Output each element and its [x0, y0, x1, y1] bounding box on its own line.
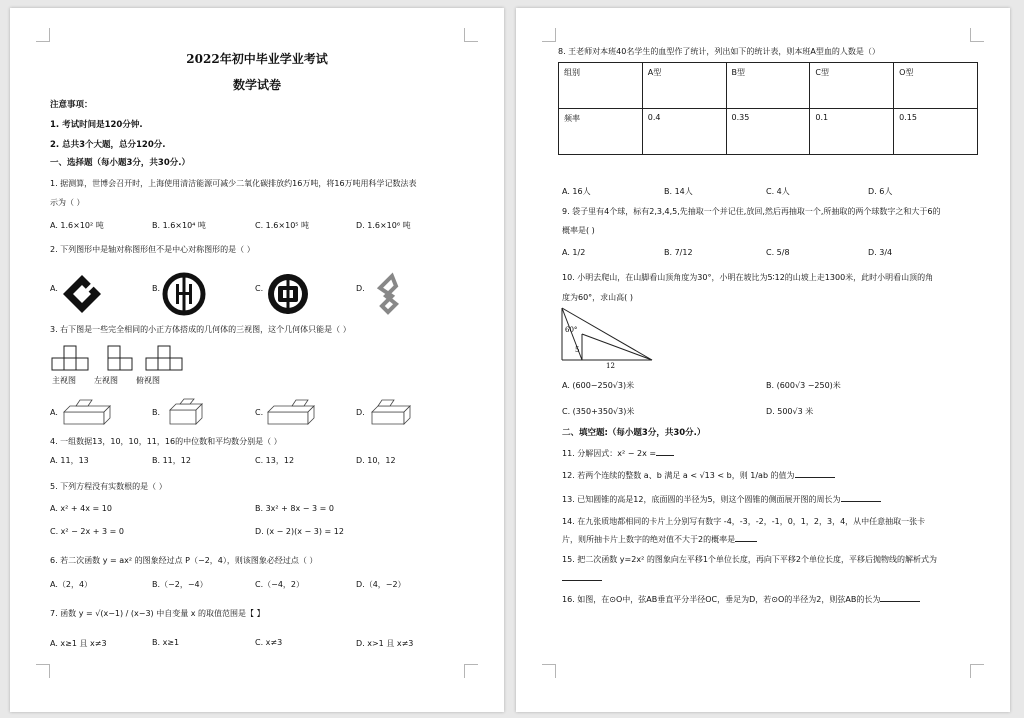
q1-option-d: D. 1.6×10⁶ 吨	[356, 221, 411, 230]
q8-option-b: B. 14人	[664, 187, 693, 196]
base-label: 12	[606, 362, 615, 370]
q3-option-d: D.	[356, 408, 365, 417]
exam-page-right	[516, 8, 1010, 712]
table-cell: 0.35	[726, 109, 810, 155]
crop-mark	[970, 664, 984, 678]
crop-mark	[36, 28, 50, 42]
section-1-heading: 一、选择题（每小题3分，共30分.）	[50, 158, 190, 168]
question-4: 4. 一组数据13，10，10，11，16的中位数和平均数分别是（ ）	[50, 437, 282, 446]
q5-option-c: C. x² − 2x + 3 = 0	[50, 527, 124, 536]
q6-option-d: D.（4，−2）	[356, 580, 406, 589]
question-7: 7. 函数 y = √(x−1) / (x−3) 中自变量 x 的取值范围是【 】	[50, 609, 265, 618]
table-cell: 0.15	[894, 109, 978, 155]
q10-option-d: D. 500√3 米	[766, 407, 814, 416]
q2-option-d: D.	[356, 284, 365, 293]
q9-option-a: A. 1/2	[562, 248, 586, 257]
question-12-text: 12. 若两个连续的整数 a、b 满足 a < √13 < b，则 1/ab 的值为	[562, 471, 795, 480]
mountain-slope-figure	[560, 304, 656, 370]
question-2: 2. 下列图形中是轴对称图形但不是中心对称图形的是（ ）	[50, 245, 255, 254]
question-13-text: 13. 已知圆锥的高是12，底面圆的半径为5，则这个圆锥的侧面展开图的周长为	[562, 495, 841, 504]
exam-subtitle: 数学试卷	[232, 78, 281, 92]
crop-mark	[970, 28, 984, 42]
front-view-label: 主视图	[52, 376, 76, 385]
table-cell: A型	[642, 63, 726, 109]
q2-option-c: C.	[255, 284, 264, 293]
q6-option-a: A.（2，4）	[50, 580, 93, 589]
question-11	[562, 448, 990, 459]
question-14-cont-text: 片，则所抽卡片上数字的绝对值不大于2的概率是	[562, 535, 736, 544]
answer-blank	[735, 541, 757, 542]
q3-option-b: B.	[152, 408, 161, 417]
q8-option-a: A. 16人	[562, 187, 591, 196]
q4-option-b: B. 11，12	[152, 456, 191, 465]
answer-blank	[841, 501, 881, 502]
cube-solid-d	[368, 398, 418, 426]
table-cell: 0.4	[642, 109, 726, 155]
question-1: 1. 据测算，世博会召开时，上海使用清洁能源可减少二氧化碳排放约16万吨，将16万吨用科学记数法表	[50, 179, 417, 188]
crop-mark	[542, 664, 556, 678]
question-12	[562, 470, 990, 481]
notes-heading: 注意事项：	[50, 100, 93, 110]
blood-type-table	[558, 62, 978, 155]
q9-option-c: C. 5/8	[766, 248, 790, 257]
table-cell: O型	[894, 63, 978, 109]
question-8: 8. 王老师对本班40名学生的血型作了统计，列出如下的统计表，则本班A型血的人数是（）	[558, 47, 880, 56]
cube-solid-c	[266, 398, 316, 426]
q7-option-d: D. x>1 且 x≠3	[356, 639, 414, 648]
question-15: 15. 把二次函数 y=2x² 的图象向左平移1个单位长度，再向下平移2个单位长度，平移后抛物线的解析式为	[562, 555, 937, 564]
q3-option-c: C.	[255, 408, 264, 417]
q1-option-b: B. 1.6×10⁴ 吨	[152, 221, 206, 230]
question-11-text: 11. 分解因式：x² − 2x =	[562, 449, 657, 458]
table-cell: 0.1	[810, 109, 894, 155]
q9-option-d: D. 3/4	[868, 248, 893, 257]
section-2-heading: 二、填空题:（每小题3分，共30分.）	[562, 428, 706, 438]
question-13	[562, 494, 990, 505]
answer-blank	[562, 580, 602, 581]
crop-mark	[36, 664, 50, 678]
top-view-label: 俯视图	[136, 376, 160, 385]
q5-option-a: A. x² + 4x = 10	[50, 504, 112, 513]
q7-option-c: C. x≠3	[255, 638, 283, 647]
agri-bank-logo-icon	[162, 272, 206, 316]
question-16	[562, 594, 990, 605]
table-cell: C型	[810, 63, 894, 109]
question-14-cont	[562, 534, 990, 545]
exam-page-left	[10, 8, 504, 712]
q3-option-a: A.	[50, 408, 58, 417]
question-16-text: 16. 如图，在⊙O中，弦AB垂直平分半径OC，垂足为D，若⊙O的半径为2，则弦AB的长为	[562, 595, 881, 604]
q4-option-c: C. 13，12	[255, 456, 295, 465]
crop-mark	[464, 664, 478, 678]
question-5: 5. 下列方程没有实数根的是（ ）	[50, 482, 167, 491]
crop-mark	[464, 28, 478, 42]
q2-option-a: A.	[50, 284, 58, 293]
question-10: 10. 小明去爬山，在山脚看山顶角度为30°，小明在坡比为5∶12的山坡上走1300米，此时小明看山顶的角	[562, 273, 934, 282]
question-10-cont: 度为60°，求山高( )	[562, 293, 633, 302]
q7-option-b: B. x≥1	[152, 638, 180, 647]
angle-label: 60°	[565, 326, 578, 334]
cube-solid-a	[62, 398, 112, 426]
exam-title: 2022年初中毕业学业考试	[186, 52, 328, 66]
answer-blank	[880, 601, 920, 602]
question-1-cont: 示为（ ）	[50, 198, 85, 207]
q5-option-d: D. (x − 2)(x − 3) = 12	[255, 527, 344, 536]
q6-option-b: B.（−2，−4）	[152, 580, 208, 589]
question-9-cont: 概率是( )	[562, 226, 595, 235]
q8-option-c: C. 4人	[766, 187, 790, 196]
table-header-row	[559, 63, 978, 109]
bank-of-china-logo-icon	[266, 272, 310, 316]
q2-option-b: B.	[152, 284, 161, 293]
q10-option-c: C. (350+350√3)米	[562, 407, 635, 416]
q4-option-a: A. 11，13	[50, 456, 89, 465]
q9-option-b: B. 7/12	[664, 248, 693, 257]
answer-blank	[795, 477, 835, 478]
cube-solid-b	[164, 398, 214, 426]
q8-option-d: D. 6人	[868, 187, 893, 196]
q4-option-d: D. 10，12	[356, 456, 396, 465]
q7-option-a: A. x≥1 且 x≠3	[50, 639, 107, 648]
note-2: 2. 总共3个大题，总分120分.	[50, 140, 166, 150]
table-row	[559, 109, 978, 155]
answer-blank	[656, 455, 674, 456]
table-cell: 组别	[559, 63, 643, 109]
three-views-figure	[50, 342, 200, 374]
question-6: 6. 若二次函数 y = ax² 的图象经过点 P（−2，4），则该图象必经过点（ ）	[50, 556, 318, 565]
height-label: 5	[575, 346, 580, 354]
table-cell: B型	[726, 63, 810, 109]
question-3: 3. 右下图是一些完全相同的小正方体搭成的几何体的三视图，这个几何体只能是（ ）	[50, 325, 351, 334]
construction-bank-logo-icon	[366, 272, 410, 316]
q10-option-b: B. (600√3 −250)米	[766, 381, 841, 390]
table-cell: 频率	[559, 109, 643, 155]
q10-option-a: A. (600−250√3)米	[562, 381, 635, 390]
bank-logo-icon	[60, 272, 104, 316]
q6-option-c: C.（−4，2）	[255, 580, 305, 589]
crop-mark	[542, 28, 556, 42]
question-14: 14. 在九张质地都相同的卡片上分别写有数字 -4，-3，-2，-1，0，1，2，3，4，从中任意抽取一张卡	[562, 517, 926, 526]
question-9: 9. 袋子里有4个球，标有2,3,4,5,先抽取一个并记住,放回,然后再抽取一个,所抽取的两个球数字之和大于6的	[562, 207, 941, 216]
note-1: 1. 考试时间是120分钟.	[50, 120, 143, 130]
q5-option-b: B. 3x² + 8x − 3 = 0	[255, 504, 334, 513]
q1-option-a: A. 1.6×10² 吨	[50, 221, 104, 230]
q1-option-c: C. 1.6×10⁵ 吨	[255, 221, 310, 230]
side-view-label: 左视图	[94, 376, 118, 385]
